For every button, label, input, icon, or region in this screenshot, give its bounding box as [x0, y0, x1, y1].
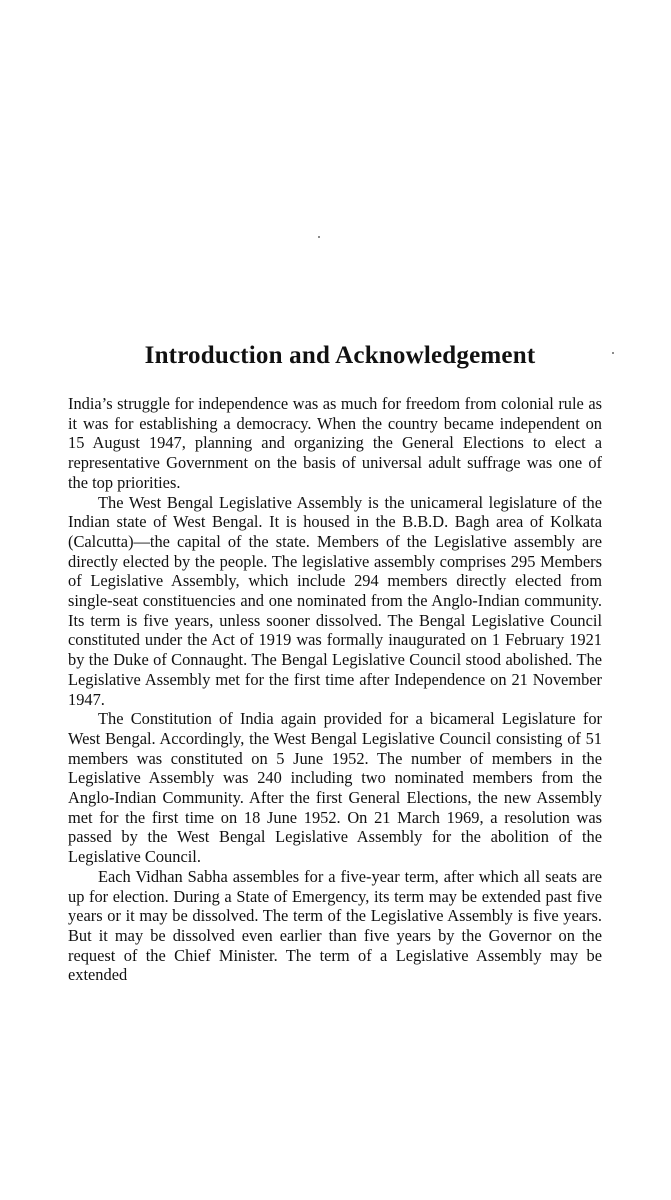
document-body [68, 394, 602, 985]
paragraph-assembly: The West Bengal Legislative Assembly is the unicameral legislature of the Indian state of West Bengal. It is housed in the B.B.D. Bagh area of Kolkata (Calcutta)—the capital of the state. Members of the Legislative assembly are directly elected by the people. The legislative assembly comprises 295 Members of Legislative Assembly, which include 294 members directly elected from single-seat constituencies and one nominated from the Anglo-Indian community. Its term is five years, unless sooner dissolved. The Bengal Legislative Council constituted under the Act of 1919 was formally inaugurated on 1 February 1921 by the Duke of Connaught. The Bengal Legislative Council stood abolished. The Legislative Assembly met for the first time after Independence on 21 November 1947. [68, 492, 602, 709]
scan-speck [318, 236, 320, 238]
paragraph-term: Each Vidhan Sabha assembles for a five-year term, after which all seats are up for election. During a State of Emergency, its term may be extended past five years or it may be dissolved. The term of the Legislative Assembly is five years. But it may be dissolved even earlier than five years by the Governor on the request of the Chief Minister. The term of a Legislative Assembly may be extended [68, 866, 602, 985]
paragraph-constitution: The Constitution of India again provided for a bicameral Legislature for West Bengal. Accordingly, the West Bengal Legislative Council consisting of 51 members was constituted on 5 June 1952. The number of members in the Legislative Assembly was 240 including two nominated members from the Anglo-Indian Community. After the first General Elections, the new Assembly met for the first time on 18 June 1952. On 21 March 1969, a resolution was passed by the West Bengal Legislative Assembly for the abolition of the Legislative Council. [68, 709, 602, 867]
page-title: Introduction and Acknowledgement [144, 342, 536, 369]
paragraph-intro: India’s struggle for independence was as much for freedom from colonial rule as it was for establishing a democracy. When the country became independent on 15 August 1947, planning and organizing the General Elections to elect a representative Government on the basis of universal adult suffrage was one of the top priorities. [68, 394, 602, 492]
